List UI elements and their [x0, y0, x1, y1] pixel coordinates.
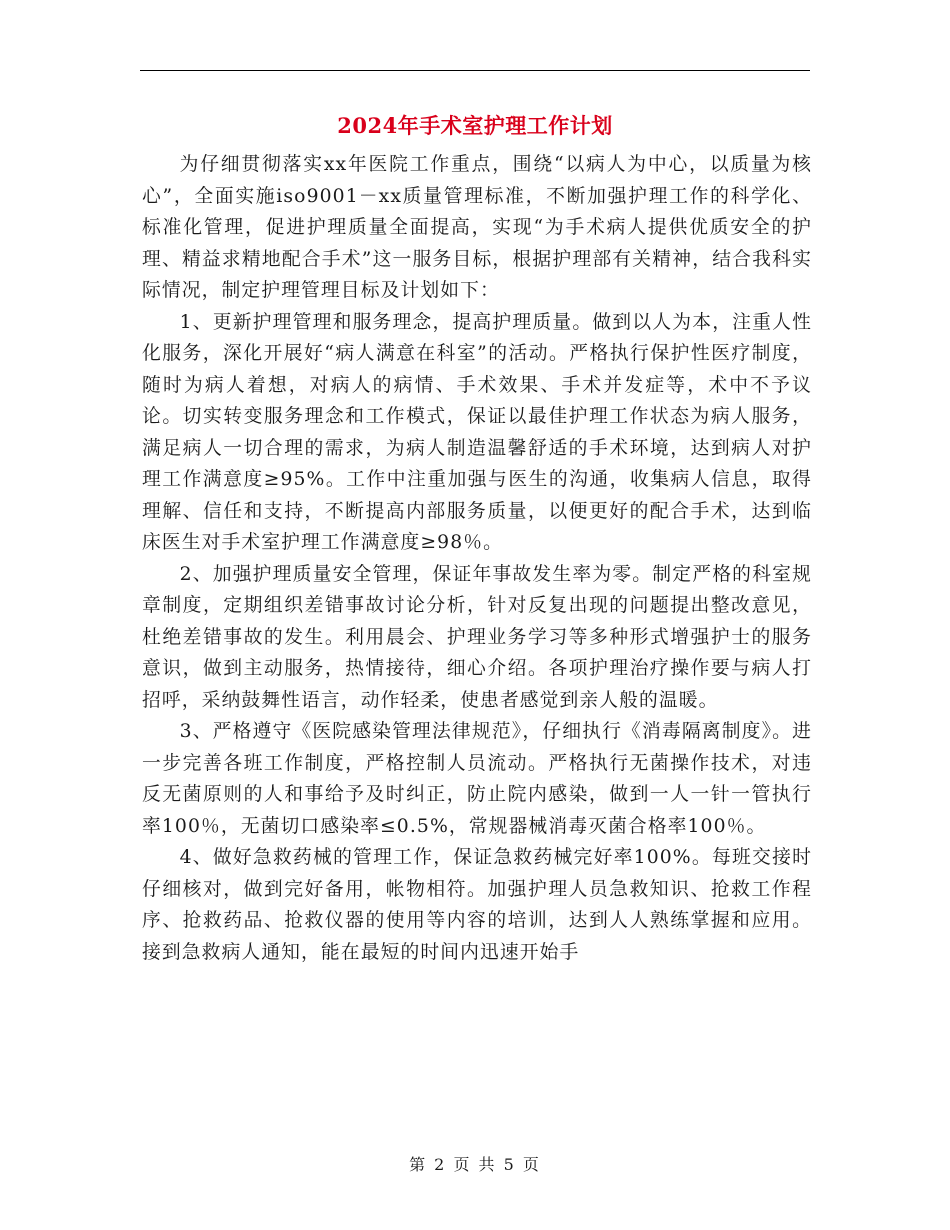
header-rule [140, 70, 810, 71]
item-4-paragraph: 4、做好急救药械的管理工作，保证急救药械完好率100%。每班交接时仔细核对，做到完好备用，帐物相符。加强护理人员急救知识、抢救工作程序、抢救药品、抢救仪器的使用等内容的培训，达到人人熟练掌握和应用。接到急救病人通知，能在最短的时间内迅速开始手 [142, 847, 812, 963]
page-number-footer: 第 2 页 共 5 页 [409, 1155, 541, 1174]
document-body [142, 149, 812, 968]
item-2-paragraph: 2、加强护理质量安全管理，保证年事故发生率为零。制定严格的科室规章制度，定期组织差错事故讨论分析，针对反复出现的问题提出整改意见，杜绝差错事故的发生。利用晨会、护理业务学习等多种形式增强护士的服务意识，做到主动服务，热情接待，细心介绍。各项护理治疗操作要与病人打招呼，采纳鼓舞性语言，动作轻柔，使患者感觉到亲人般的温暖。 [142, 563, 812, 711]
document-title: 2024年手术室护理工作计划 [337, 113, 613, 138]
item-3-paragraph: 3、严格遵守《医院感染管理法律规范》，仔细执行《消毒隔离制度》。进一步完善各班工作制度，严格控制人员流动。严格执行无菌操作技术，对违反无菌原则的人和事给予及时纠正，防止院内感染，做到一人一针一管执行率100％，无菌切口感染率≤0.5%，常规器械消毒灭菌合格率100％。 [142, 721, 812, 837]
item-1-paragraph: 1、更新护理管理和服务理念，提高护理质量。做到以人为本，注重人性化服务，深化开展好“病人满意在科室”的活动。严格执行保护性医疗制度，随时为病人着想，对病人的病情、手术效果、手术并发症等，术中不予议论。切实转变服务理念和工作模式，保证以最佳护理工作状态为病人服务，满足病人一切合理的需求，为病人制造温馨舒适的手术环境，达到病人对护理工作满意度≥95%。工作中注重加强与医生的沟通，收集病人信息，取得理解、信任和支持，不断提高内部服务质量，以便更好的配合手术，达到临床医生对手术室护理工作满意度≥98％。 [142, 311, 812, 553]
intro-paragraph: 为仔细贯彻落实xx年医院工作重点，围绕“以病人为中心，以质量为核心”，全面实施iso9001－xx质量管理标准，不断加强护理工作的科学化、标准化管理，促进护理质量全面提高，实现“为手术病人提供优质安全的护理、精益求精地配合手术”这一服务目标，根据护理部有关精神，结合我科实际情况，制定护理管理目标及计划如下： [142, 154, 812, 301]
